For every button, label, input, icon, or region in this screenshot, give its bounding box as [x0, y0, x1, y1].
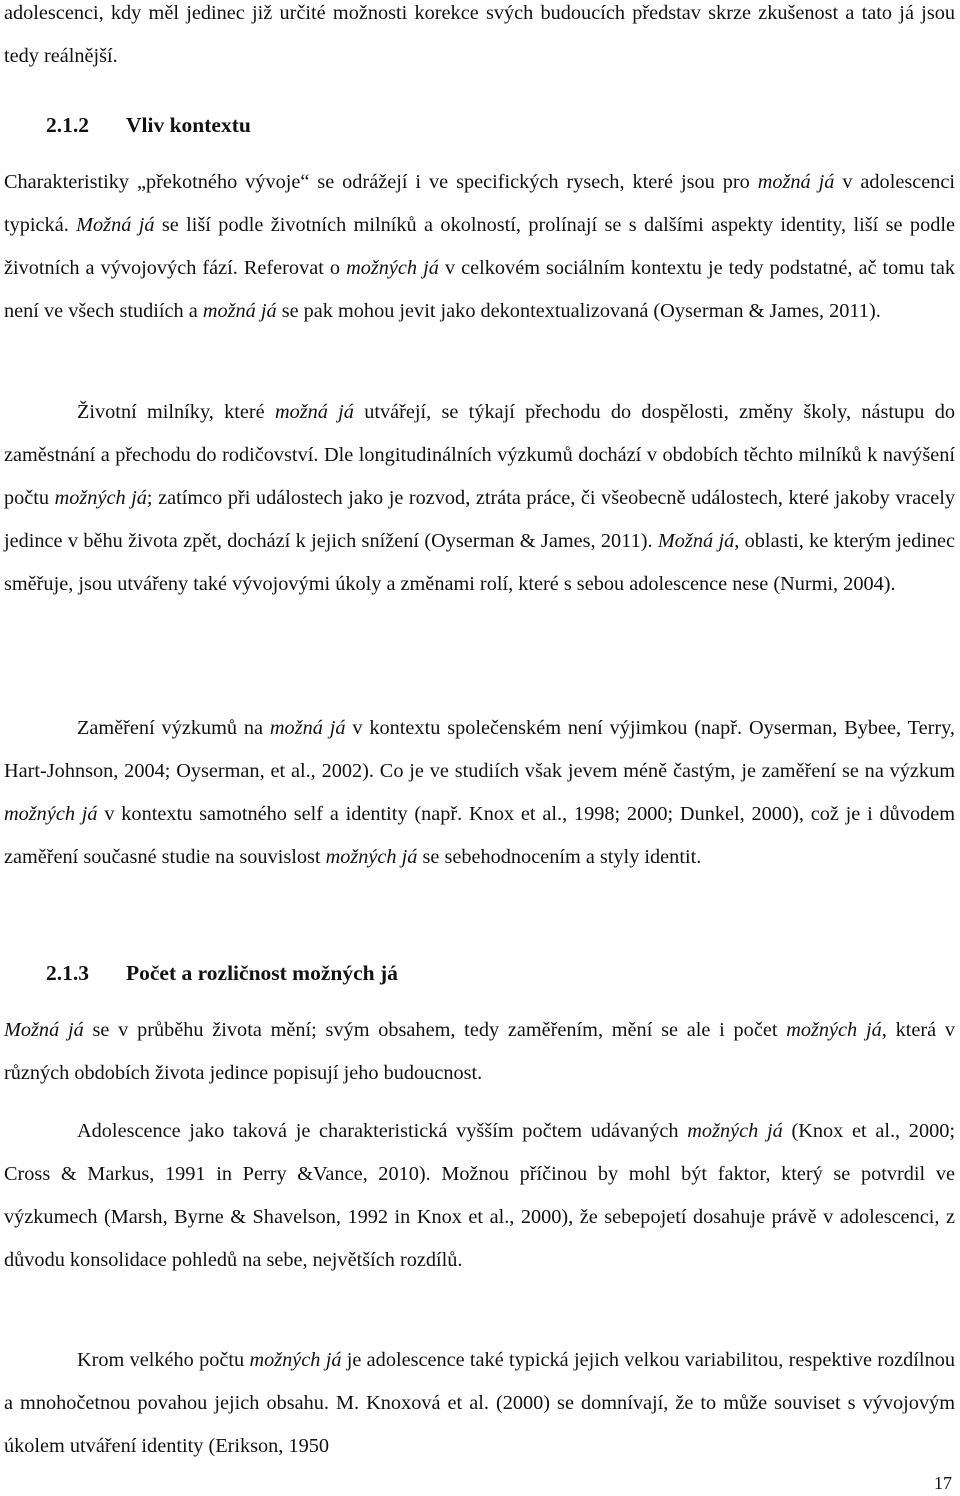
- italic-term: možných já: [346, 257, 439, 279]
- italic-term: Možná já: [76, 214, 155, 236]
- text-segment: se sebehodnocením a styly identit.: [417, 846, 702, 868]
- paragraph-count-change: [4, 1009, 955, 1095]
- text-segment: v adolescenci typická.: [4, 171, 956, 236]
- page-number: 17: [934, 1473, 952, 1493]
- italic-term: možná já: [274, 401, 354, 423]
- paragraph-continuation: [4, 0, 955, 78]
- text-segment: (Knox et al., 2000; Cross & Markus, 1991 in Perry &Vance, 2010). Možnou příčinou by mohl být faktor, který se potvrdil ve výzkumech (Marsh, Byrne & Shavelson, 1992 in Knox et al., 2000), že sebepojetí dosahuje právě v adolescenci, z důvodu konsolidace pohledů na sebe, největších rozdílů.: [4, 1120, 955, 1271]
- heading-title: Vliv kontextu: [126, 113, 251, 137]
- text-segment: se pak mohou jevit jako dekontextualizovaná (Oyserman & James, 2011).: [276, 300, 881, 322]
- text-segment: adolescenci, kdy měl jedinec již určité možnosti korekce svých budoucích představ skrze zkušenost a tato já jsou tedy reálnější.: [4, 2, 955, 67]
- italic-term: Možná já: [4, 1019, 84, 1041]
- text-segment: Životní milníky, které: [77, 401, 275, 423]
- text-segment: Zaměření výzkumů na: [77, 717, 270, 739]
- paragraph-life-milestones: [4, 391, 955, 606]
- paragraph-adolescence-count: [4, 1110, 955, 1282]
- text-segment: v celkovém sociálním kontextu je tedy podstatné, ač tomu tak není ve všech studiích a: [4, 257, 956, 322]
- italic-term: možných já: [4, 803, 98, 825]
- italic-term: možných já: [325, 846, 418, 868]
- italic-term: možná já: [757, 171, 835, 193]
- text-segment: , která v různých obdobích života jedince popisují jeho budoucnost.: [4, 1019, 955, 1084]
- italic-term: Možná já: [657, 530, 735, 552]
- section-heading-2-1-2: [46, 110, 251, 140]
- heading-number: 2.1.3: [46, 961, 89, 985]
- text-segment: , oblasti, ke kterým jedinec směřuje, jsou utvářeny také vývojovými úkoly a změnami rolí, které s sebou adolescence nese (Nurmi, 2004).: [4, 530, 955, 595]
- text-segment: ; zatímco při událostech jako je rozvod, ztráta práce, či všeobecně událostech, které jakoby vracely jedince v běhu života zpět, dochází k jejich snížení (Oyserman & James, 2011).: [4, 487, 955, 552]
- heading-number: 2.1.2: [46, 113, 89, 137]
- italic-term: možných já: [249, 1349, 342, 1371]
- text-segment: Charakteristiky „překotného vývoje“ se odrážejí i ve specifických rysech, které jsou pro: [4, 171, 758, 193]
- italic-term: možná já: [202, 300, 277, 322]
- text-segment: utvářejí, se týkají přechodu do dospělosti, změny školy, nástupu do zaměstnání a přechodu do rodičovství. Dle longitudinálních výzkumů dochází v obdobích těchto milníků k navýšení počtu: [4, 401, 955, 509]
- heading-title: Počet a rozličnost možných já: [126, 961, 398, 985]
- text-segment: se v průběhu života mění; svým obsahem, tedy zaměřením, mění se ale i počet: [83, 1019, 787, 1041]
- text-segment: je adolescence také typická jejich velkou variabilitou, respektive rozdílnou a mnohočetnou povahou jejich obsahu. M. Knoxová et al. (2000) se domnívají, že to může souviset s vývojovým úkolem utváření identity (Erikson, 1950: [4, 1349, 955, 1457]
- italic-term: možných já: [54, 487, 147, 509]
- text-segment: Krom velkého počtu: [77, 1349, 250, 1371]
- text-segment: v kontextu společenském není výjimkou (např. Oyserman, Bybee, Terry, Hart-Johnson, 2004; Oyserman, et al., 2002). Co je ve studiích však jevem méně častým, je zaměření se na výzkum: [4, 717, 955, 782]
- paragraph-research-focus: [4, 707, 955, 879]
- italic-term: možná já: [269, 717, 346, 739]
- text-segment: se liší podle životních milníků a okolností, prolínají se s dalšími aspekty identity, liší se podle životních a vývojových fází. Referovat o: [4, 214, 955, 279]
- text-segment: Adolescence jako taková je charakteristická vyšším počtem udávaných: [77, 1120, 688, 1142]
- paragraph-context-intro: [4, 161, 955, 333]
- italic-term: možných já: [786, 1019, 882, 1041]
- section-heading-2-1-3: [46, 958, 398, 988]
- paragraph-variability: [4, 1339, 955, 1468]
- text-segment: v kontextu samotného self a identity (např. Knox et al., 1998; 2000; Dunkel, 2000), což je i důvodem zaměření současné studie na souvislost: [4, 803, 955, 868]
- italic-term: možných já: [687, 1120, 783, 1142]
